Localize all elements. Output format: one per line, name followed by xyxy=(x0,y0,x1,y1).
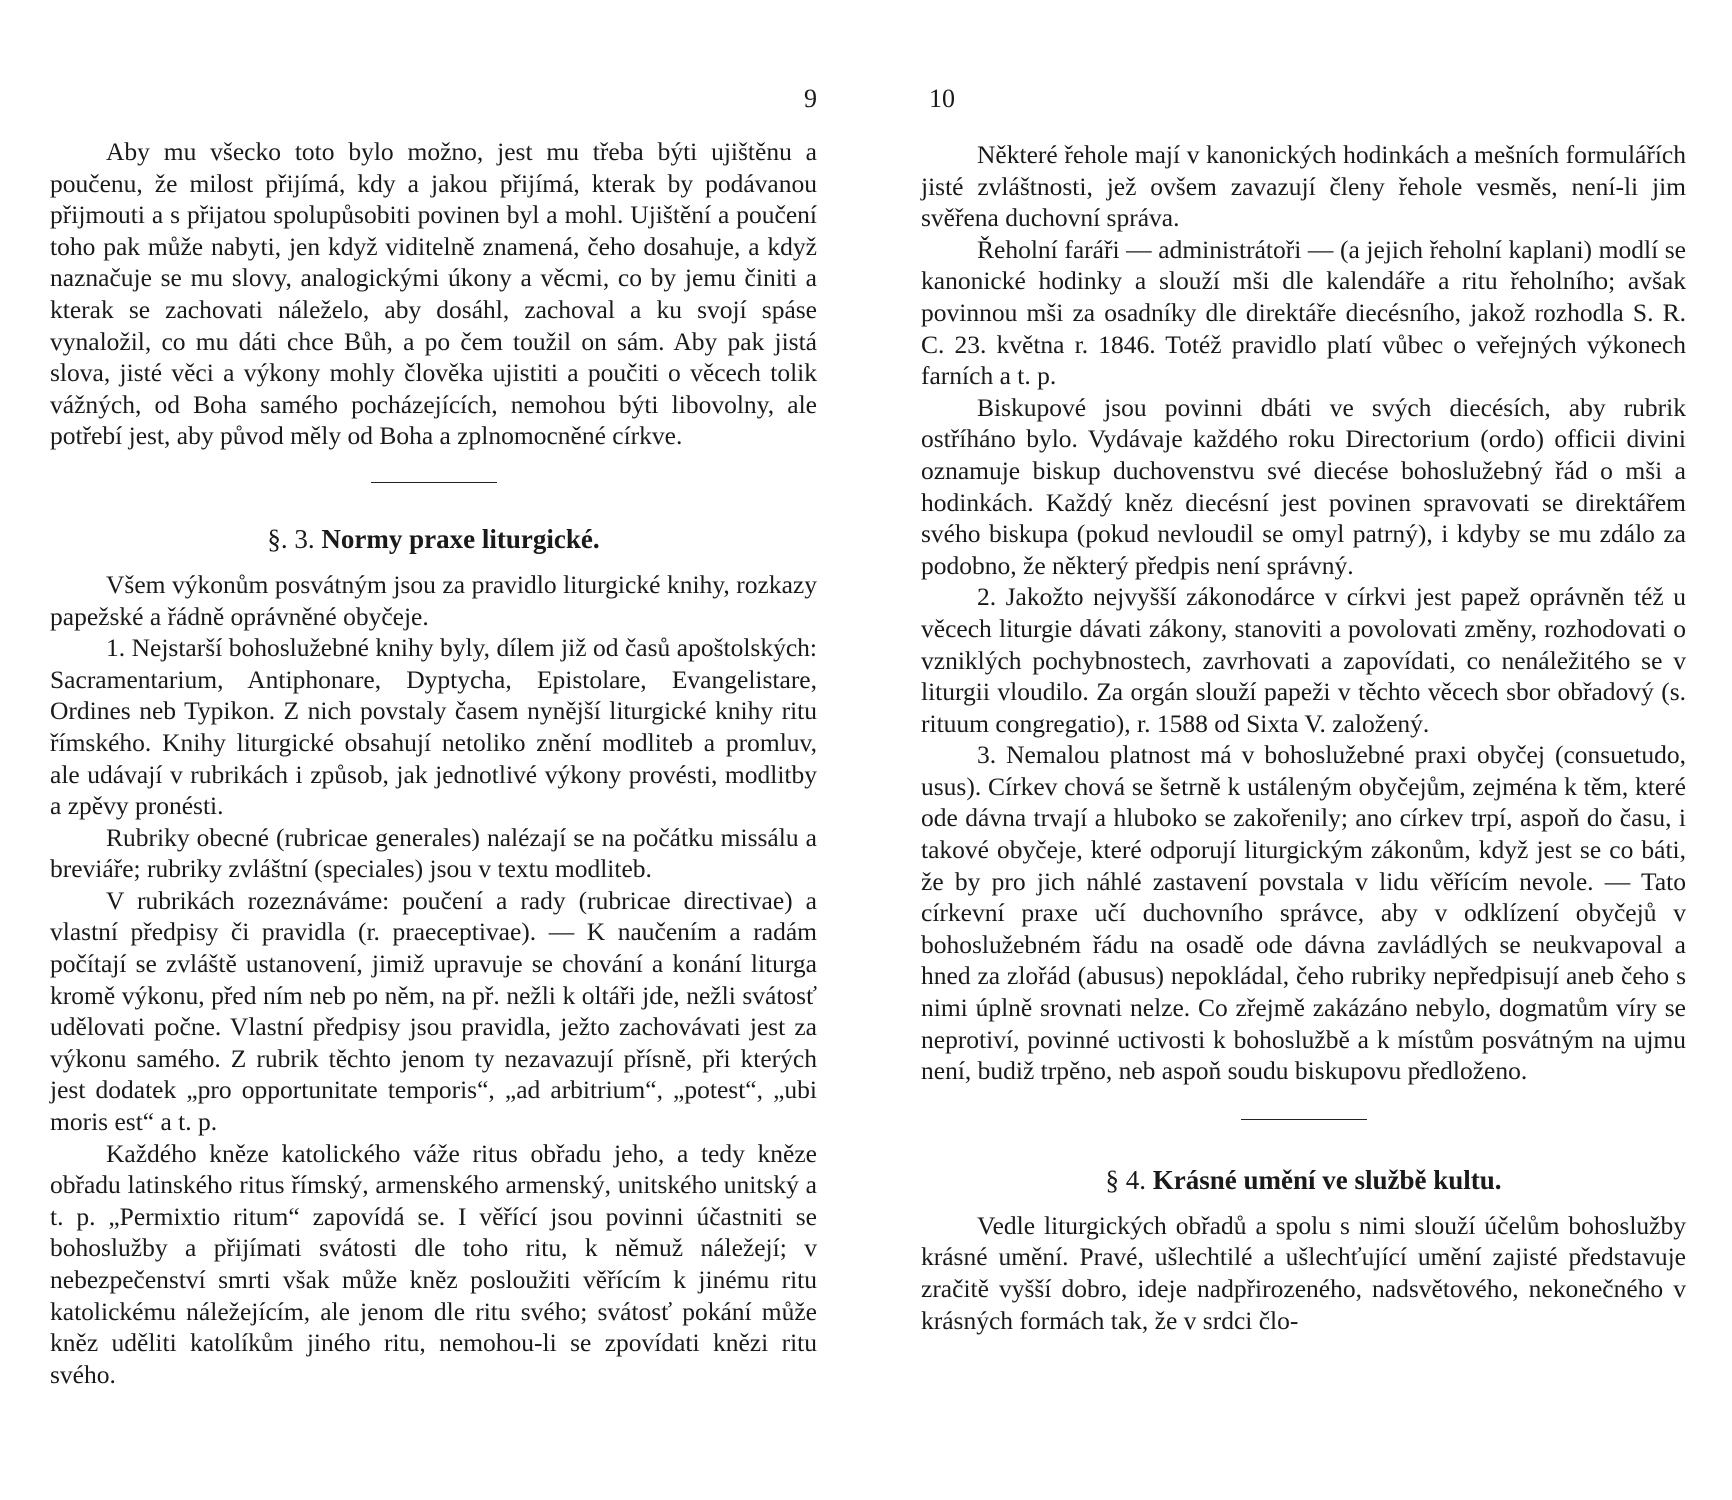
paragraph: Některé řehole mají v kanonických hodinkách a mešních formulářích jisté zvláštnosti, jež ovšem zavazují členy řehole vesměs, není-li jim svěřena duchovní správa. xyxy=(921,140,1686,233)
left-page xyxy=(50,0,817,1500)
section-divider xyxy=(1241,1119,1367,1120)
paragraph: Biskupové jsou povinni dbáti ve svých diecésích, aby rubrik ostříháno bylo. Vydávaje každého roku Directorium (ordo) officii divini oznamuje biskup duchovenstvu své diecése bohoslužebný řád o mši a hodinkách. Každý kněz diecésní jest povinen spravovati se direktářem svého biskupa (pokud nevloudil se omyl patrný), i kdyby se mu zdálo za podobno, že některý předpis není správný. xyxy=(921,392,1686,580)
page-number: 10 xyxy=(929,84,955,113)
section-title: Krásné umění ve službě kultu. xyxy=(1152,1164,1502,1195)
section-heading xyxy=(50,521,817,557)
paragraph: 2. Jakožto nejvyšší zákonodárce v církvi jest papež oprávněn též u věcech liturgie dávati zákony, stanoviti a povolovati změny, rozhodovati o vzniklých pochybnostech, zavrhovati a zapovídati, co nenáležitého se v liturgii vloudilo. Za orgán slouží papeži v těchto věcech sbor obřadový (s. rituum congregatio), r. 1588 od Sixta V. založený. xyxy=(921,582,1686,738)
page-body xyxy=(921,139,1686,1336)
page-number: 9 xyxy=(804,84,817,113)
section-divider xyxy=(371,482,497,483)
paragraph: V rubrikách rozeznáváme: poučení a rady (rubricae directivae) a vlastní předpisy či pravidla (r. praeceptivae). — K naučením a radám počítají se zvláště ustanovení, jimiž upravuje se chování a konání liturga kromě výkonu, před ním neb po něm, na př. nežli k oltáři jde, nežli svátosť udělovati počne. Vlastní předpisy jsou pravidla, ježto zachovávati jest za výkonu samého. Z rubrik těchto jenom ty nezavazují přísně, při kterých jest dodatek „pro opportunitate temporis“, „ad arbitrium“, „potest“, „ubi moris est“ a t. p. xyxy=(50,885,817,1137)
section-heading xyxy=(921,1162,1686,1198)
paragraph: Řeholní faráři — administrátoři — (a jejich řeholní kaplani) modlí se kanonické hodinky a slouží mši dle kalendáře a ritu řeholního; avšak povinnou mši za osadníky dle direktáře diecésního, jakož rozhodla S. R. C. 23. května r. 1846. Totéž pravidlo platí vůbec o veřejných výkonech farních a t. p. xyxy=(921,234,1686,391)
paragraph: Všem výkonům posvátným jsou za pravidlo liturgické knihy, rozkazy papežské a řádně oprávněné obyčeje. xyxy=(50,569,817,631)
section-title: Normy praxe liturgické. xyxy=(321,523,600,554)
right-page xyxy=(921,0,1686,1500)
paragraph: 3. Nemalou platnost má v bohoslužebné praxi obyčej (consuetudo, usus). Církev chová se šetrně k ustáleným obyčejům, zejména k těm, které ode dávna trvají a hluboko se zakořenily; ano církev trpí, aspoň do času, i takové obyčeje, které odporují liturgickým zákonům, když jest se co báti, že by pro jich náhlé zastavení povstala v lidu věřícím nevole. — Tato církevní praxe učí duchovního správce, aby v odklízení obyčejů v bohoslužebném řádu na osadě ode dávna zavládlých se neukvapoval a hned za zlořád (abusus) nepokládal, čeho rubriky nepředpisují aneb čeho s nimi úplně srovnati nelze. Co zřejmě zakázáno nebylo, dogmatům víry se neprotiví, povinné uctivosti k bohoslužbě a k místům posvátným na ujmu není, budiž trpěno, neb aspoň soudu biskupovu předloženo. xyxy=(921,740,1686,1086)
paragraph: 1. Nejstarší bohoslužebné knihy byly, dílem již od časů apoštolských: Sacramentarium, Antiphonare, Dyptycha, Epistolare, Evangelistare, Ordines neb Typikon. Z nich povstaly časem nynější liturgické knihy ritu římského. Knihy liturgické obsahují netoliko znění modliteb a promluv, ale udávají v rubrikách i způsob, jak jednotlivé výkony provésti, modlitby a zpěvy pronésti. xyxy=(50,633,817,821)
paragraph: Vedle liturgických obřadů a spolu s nimi slouží účelům bohoslužby krásné umění. Pravé, ušlechtilé a ušlechťující umění zajisté představuje zračitě vyšší dobro, ideje nadpřirozeného, nadsvětového, nekonečného v krásných formách tak, že v srdci člo- xyxy=(921,1210,1686,1335)
section-number: § 4. xyxy=(1105,1164,1146,1195)
section-number: §. 3. xyxy=(267,523,315,554)
paragraph: Aby mu všecko toto bylo možno, jest mu třeba býti ujištěnu a poučenu, že milost přijímá, kdy a jakou přijímá, kterak by podávanou přijmouti a s přijatou spolupůsobiti povinen byl a mohl. Ujištění a poučení toho pak může nabyti, jen když viditelně znamená, čeho dosahuje, a když naznačuje se mu slovy, analogickými úkony a věcmi, co by jemu činiti a kterak se zachovati náleželo, aby dosáhl, zachoval a ku svojí spáse vynaložil, co mu dáti chce Bůh, a po čem toužil on sám. Aby pak jistá slova, jisté věci a výkony mohly člověka ujistiti a poučiti o věcech tolik vážných, od Boha samého pocházejících, nemohou býti libovolny, ale potřebí jest, aby původ měly od Boha a zplnomocněné církve. xyxy=(50,137,817,451)
paragraph: Každého kněze katolického váže ritus obřadu jeho, a tedy kněze obřadu latinského ritus římský, armenského armenský, unitského unitský a t. p. „Permixtio ritum“ zapovídá se. I věřící jsou povinni účastniti se bohoslužby a přijímati svátosti dle toho ritu, k němuž náležejí; v nebezpečenství smrti však může kněz posloužiti věřícím k jinému ritu katolickému náležejícím, ale jenom dle ritu svého; svátosť pokání může kněz uděliti katolíkům jiného ritu, nemohou-li se zpovídati knězi ritu svého. xyxy=(50,1138,817,1389)
paragraph: Rubriky obecné (rubricae generales) nalézají se na počátku missálu a breviáře; rubriky zvláštní (speciales) jsou v textu modliteb. xyxy=(50,822,817,884)
page-body xyxy=(50,136,817,1390)
